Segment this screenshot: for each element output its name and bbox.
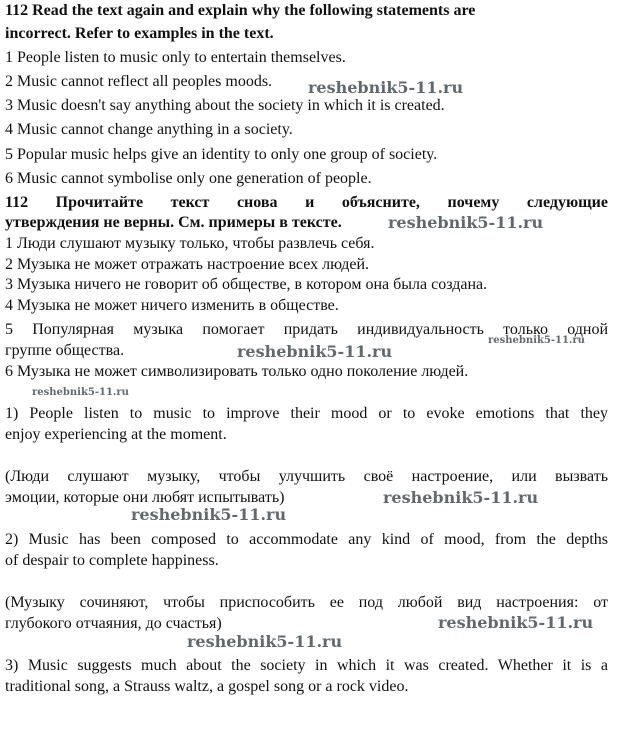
answer-1-ru-line2: эмоции, которые они любят испытывать) xyxy=(5,489,285,506)
answer-2-en-line1: 2) Music has been composed to accommodate any kind of mood, from the depths xyxy=(5,531,608,548)
statement-en-2: 2 Music cannot reflect all peoples moods. xyxy=(5,73,273,90)
task-heading-ru-line2: утверждения не верны. См. примеры в тексте. xyxy=(5,214,342,231)
statement-ru-5: 5 Популярная музыка помогает придать индивидуальность только одной xyxy=(5,321,608,338)
statement-ru-1: 1 Люди слушают музыку только, чтобы развлечь себя. xyxy=(5,235,375,252)
watermark: reshebnik5-11.ru xyxy=(187,632,343,651)
task-heading-en-line1: 112 Read the text again and explain why the following statements are xyxy=(5,2,476,19)
watermark: reshebnik5-11.ru xyxy=(32,387,129,398)
answer-3-en-line1: 3) Music suggests much about the society in which it was created. Whether it is a xyxy=(5,657,608,674)
statement-en-6: 6 Music cannot symbolise only one generation of people. xyxy=(5,170,372,187)
answer-2-ru-line1: (Музыку сочиняют, чтобы приспособить ее под любой вид настроения: от xyxy=(5,594,608,611)
answer-1-ru-line1: (Люди слушают музыку, чтобы улучшить своё настроение, или вызвать xyxy=(5,468,608,485)
answer-1-en-line2: enjoy experiencing at the moment. xyxy=(5,426,227,443)
task-heading-ru-line1: 112 Прочитайте текст снова и объясните, почему следующие xyxy=(5,194,608,211)
answer-3-en-line2: traditional song, a Strauss waltz, a gospel song or a rock video. xyxy=(5,678,409,695)
statement-en-5: 5 Popular music helps give an identity to only one group of society. xyxy=(5,146,438,163)
statement-ru-6: 6 Музыка не может символизировать только одно поколение людей. xyxy=(5,363,469,380)
statement-en-4: 4 Music cannot change anything in a society. xyxy=(5,121,293,138)
watermark: reshebnik5-11.ru xyxy=(131,505,287,524)
statement-ru-5-continued: группе общества. xyxy=(5,342,125,359)
statement-en-3: 3 Music doesn't say anything about the society in which it is created. xyxy=(5,97,445,114)
watermark: reshebnik5-11.ru xyxy=(383,488,539,507)
answer-2-ru-line2: глубокого отчаяния, до счастья) xyxy=(5,615,222,632)
answer-1-en-line1: 1) People listen to music to improve their mood or to evoke emotions that they xyxy=(5,405,608,422)
answer-2-en-line2: of despair to complete happiness. xyxy=(5,552,219,569)
watermark: reshebnik5-11.ru xyxy=(388,213,544,232)
task-heading-en-line2: incorrect. Refer to examples in the text. xyxy=(5,25,274,42)
statement-ru-2: 2 Музыка не может отражать настроение всех людей. xyxy=(5,256,370,273)
watermark: reshebnik5-11.ru xyxy=(488,335,585,346)
watermark: reshebnik5-11.ru xyxy=(237,342,393,361)
watermark: reshebnik5-11.ru xyxy=(438,613,594,632)
statement-ru-3: 3 Музыка ничего не говорит об обществе, в котором она была создана. xyxy=(5,276,488,293)
watermark: reshebnik5-11.ru xyxy=(308,78,464,97)
statement-ru-4: 4 Музыка не может ничего изменить в обществе. xyxy=(5,297,339,314)
statement-en-1: 1 People listen to music only to entertain themselves. xyxy=(5,49,346,66)
